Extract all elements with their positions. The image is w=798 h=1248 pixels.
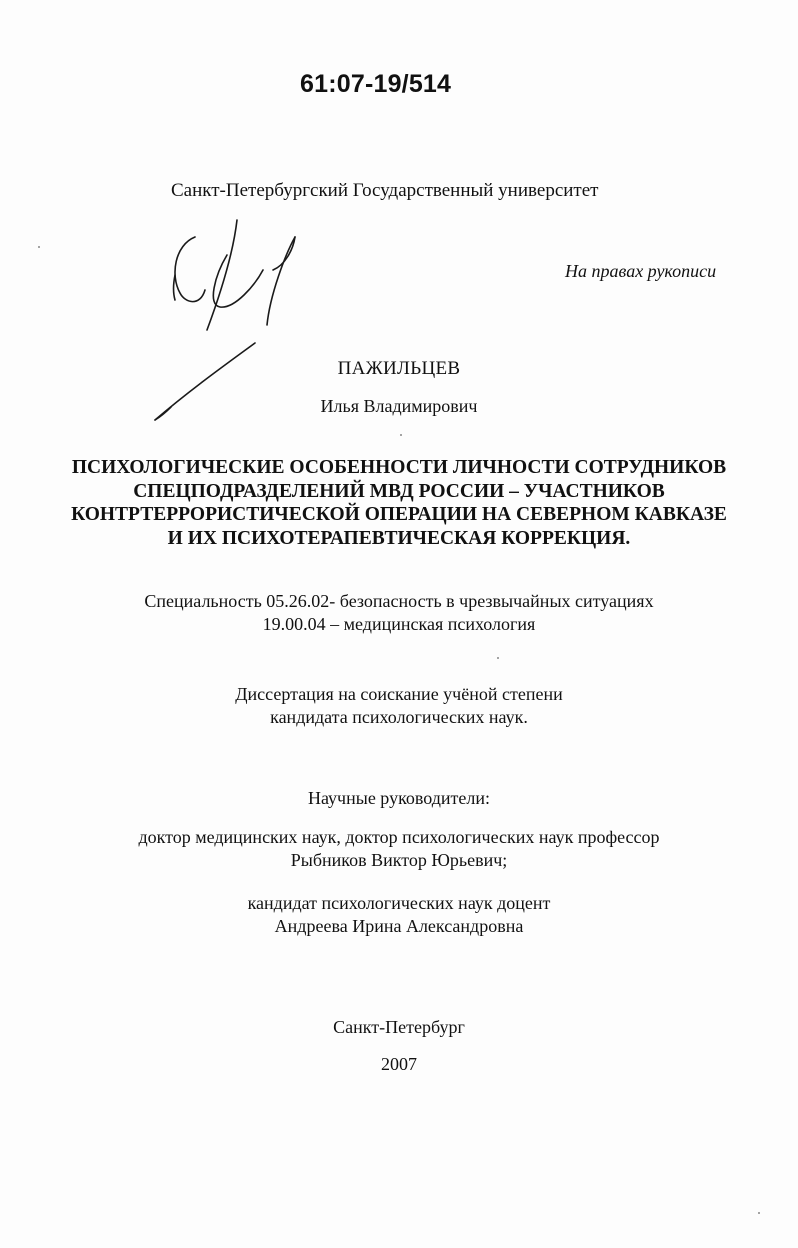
scan-speck bbox=[497, 657, 499, 659]
supervisor-name: Андреева Ирина Александровна bbox=[274, 916, 524, 936]
supervisor-name: Рыбников Виктор Юрьевич; bbox=[290, 850, 508, 870]
author-given-names: Илья Владимирович bbox=[320, 396, 478, 416]
title-line: И ИХ ПСИХОТЕРАПЕВТИЧЕСКАЯ КОРРЕКЦИЯ. bbox=[167, 527, 631, 549]
author-surname: ПАЖИЛЬЦЕВ bbox=[337, 358, 461, 379]
supervisor-degree: доктор медицинских наук, доктор психологических наук профессор bbox=[138, 827, 660, 847]
specialty-line: Специальность 05.26.02- безопасность в чрезвычайных ситуациях bbox=[144, 591, 654, 611]
supervisor-entry bbox=[0, 826, 798, 872]
university-name: Санкт-Петербургский Государственный университет bbox=[171, 180, 599, 201]
scan-speck bbox=[38, 246, 40, 248]
dissertation-title bbox=[0, 456, 798, 550]
specialty-block bbox=[0, 590, 798, 636]
catalog-cipher: 61:07-19/514 bbox=[300, 70, 452, 98]
degree-line: Диссертация на соискание учёной степени bbox=[235, 684, 563, 704]
supervisors-heading: Научные руководители: bbox=[307, 788, 491, 808]
year: 2007 bbox=[381, 1054, 417, 1074]
specialty-line: 19.00.04 – медицинская психология bbox=[262, 614, 536, 634]
degree-line: кандидата психологических наук. bbox=[270, 707, 528, 727]
city: Санкт-Петербург bbox=[333, 1017, 465, 1037]
title-line: СПЕЦПОДРАЗДЕЛЕНИЙ МВД РОССИИ – УЧАСТНИКОВ bbox=[133, 480, 665, 502]
supervisor-entry bbox=[0, 892, 798, 938]
supervisor-degree: кандидат психологических наук доцент bbox=[247, 893, 551, 913]
scan-speck bbox=[400, 434, 402, 436]
manuscript-rights-note: На правах рукописи bbox=[565, 261, 717, 281]
handwritten-signature-icon bbox=[145, 215, 315, 425]
title-line: КОНТРТЕРРОРИСТИЧЕСКОЙ ОПЕРАЦИИ НА СЕВЕРНОМ КАВКАЗЕ bbox=[71, 504, 727, 525]
dissertation-degree-block bbox=[0, 683, 798, 729]
scan-speck bbox=[758, 1212, 760, 1214]
title-line: ПСИХОЛОГИЧЕСКИЕ ОСОБЕННОСТИ ЛИЧНОСТИ СОТРУДНИКОВ bbox=[71, 457, 727, 478]
